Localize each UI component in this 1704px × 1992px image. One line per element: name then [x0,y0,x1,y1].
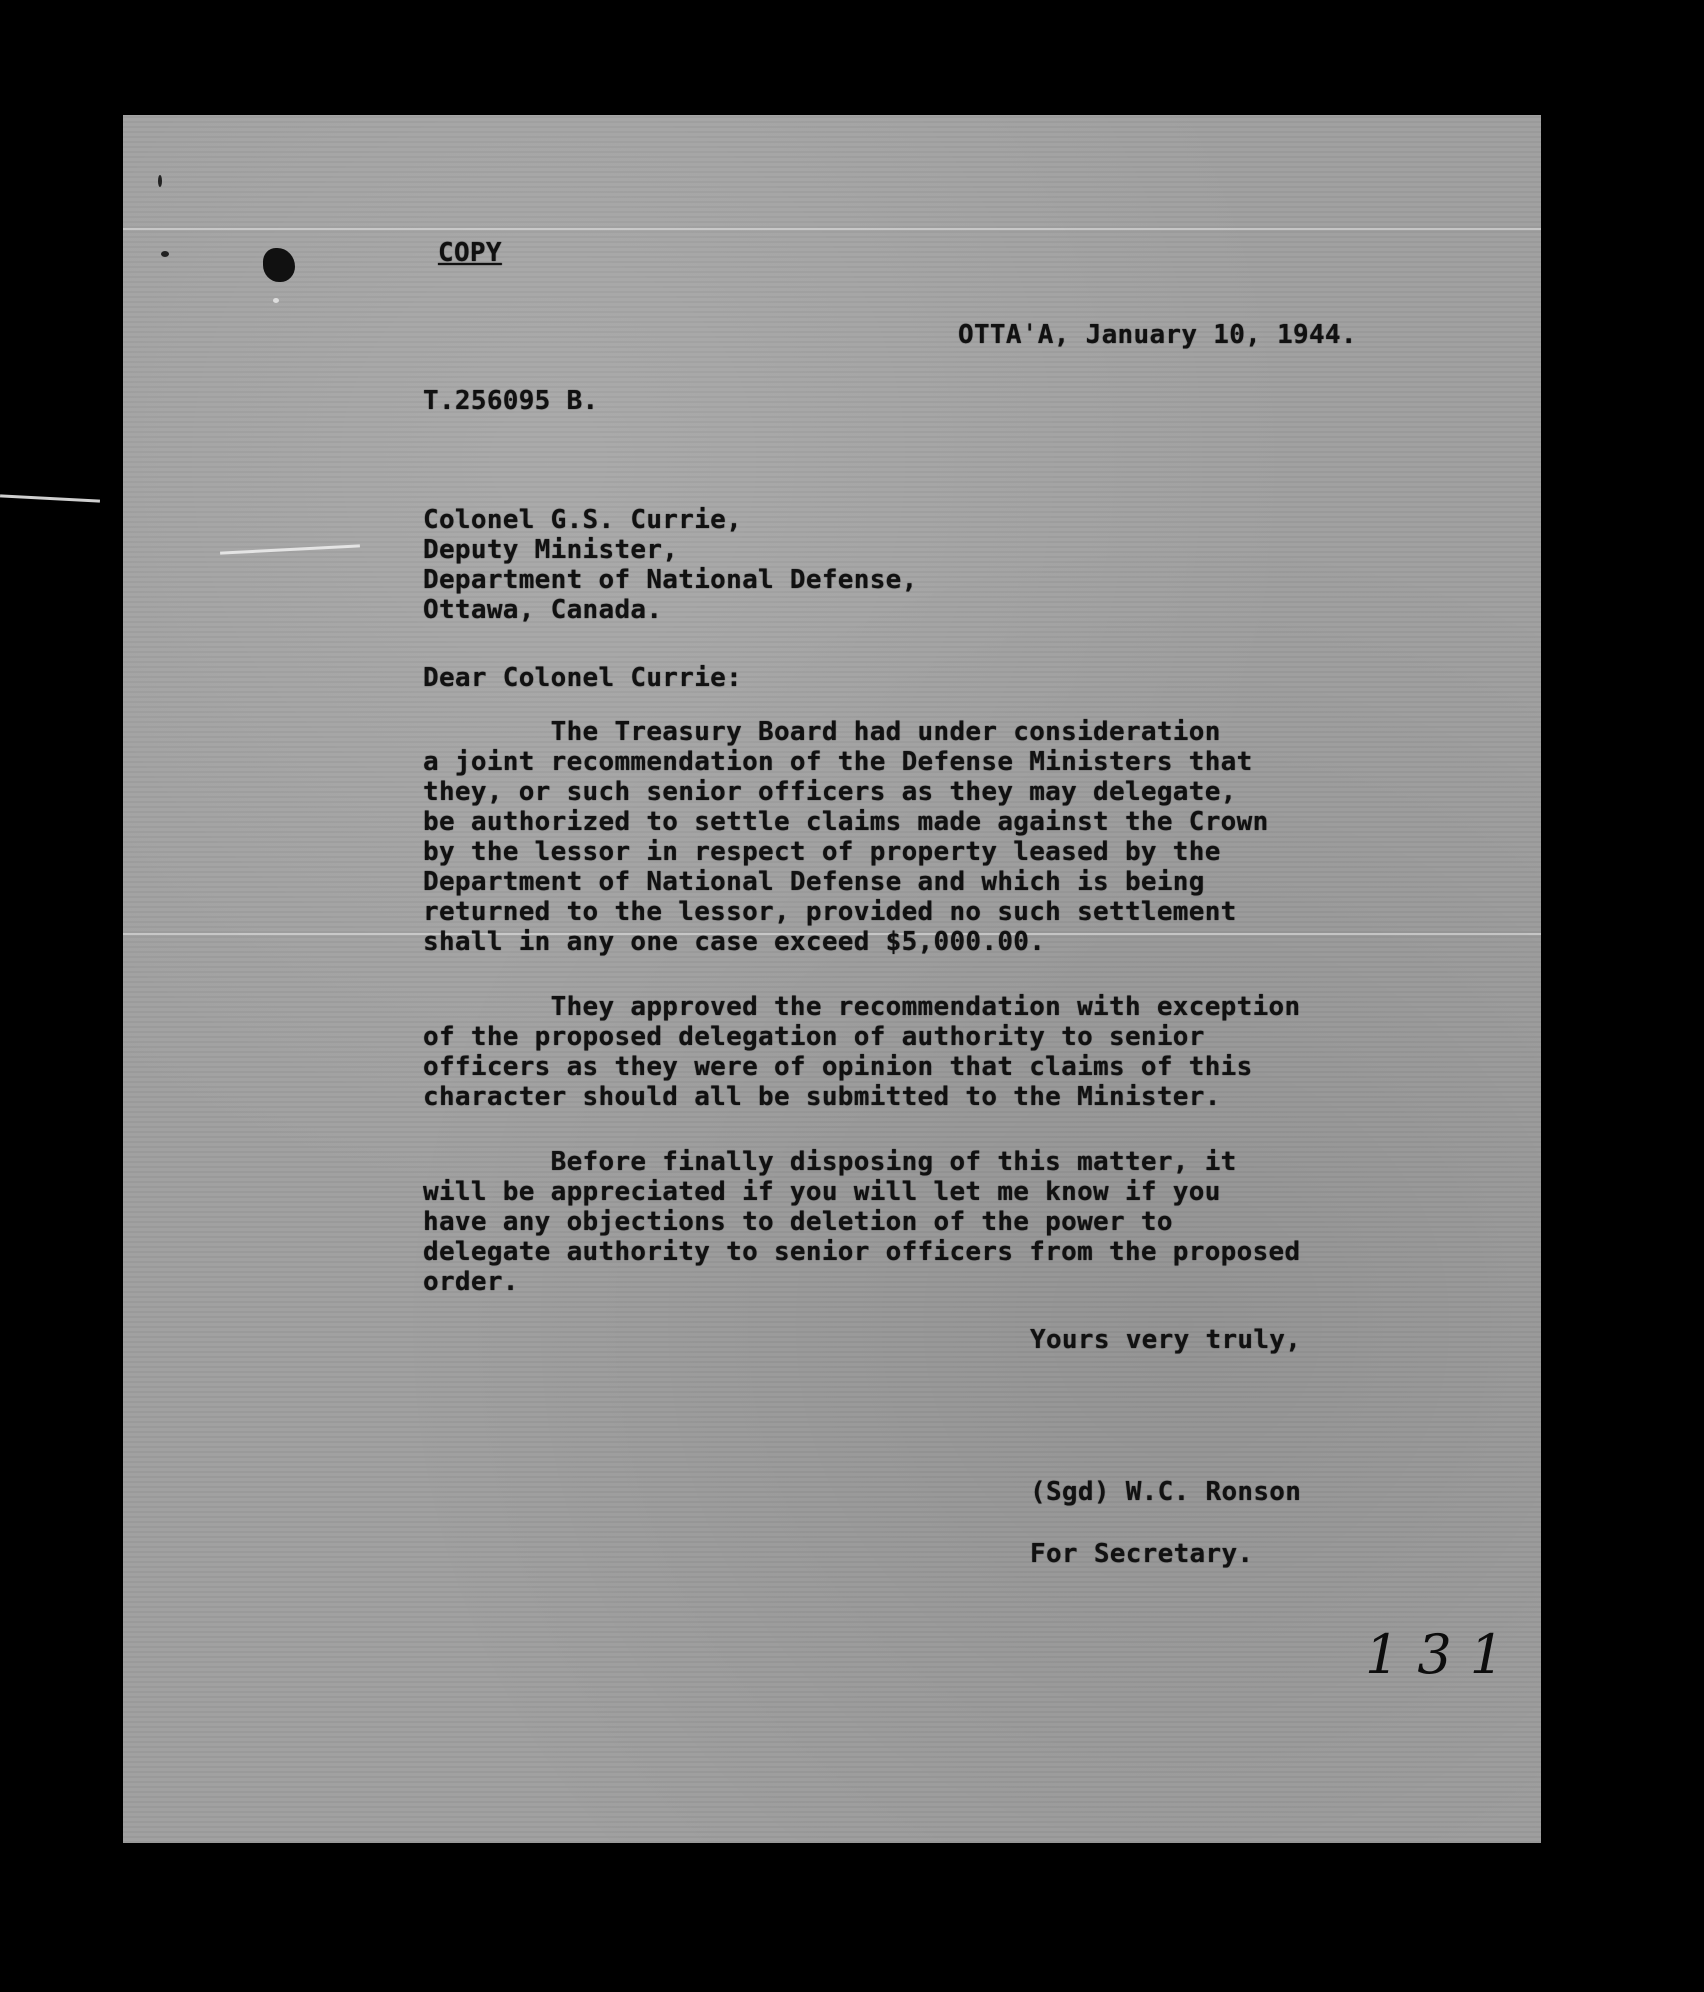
address-line: Colonel G.S. Currie, [423,505,743,535]
body-paragraph: They approved the recommendation with exception of the proposed delegation of authority to senior officers as they were of opinion that claims of this character should all be submitted to the Minister. [423,992,1301,1112]
body-paragraph: Before finally disposing of this matter, it will be appreciated if you will let me know if you have any objections to deletion of the power to delegate authority to senior officers from the proposed order. [423,1147,1301,1297]
document-sheet [123,115,1541,1843]
closing: Yours very truly, [1030,1325,1302,1355]
signature: (Sgd) W.C. Ronson [1030,1477,1302,1507]
handwritten-page-number: 131 [1365,1623,1523,1686]
copy-label: COPY [438,238,502,268]
fold-line [123,228,1541,230]
body-paragraph: The Treasury Board had under consideration a joint recommendation of the Defense Ministers that they, or such senior officers as they may delegate, be authorized to settle claims made against the Crown by the lessor in respect of property leased by the Department of National Defense and which is being returned to the lessor, provided no such settlement shall in any one case exceed $5,000.00. [423,717,1269,957]
punch-hole [263,248,295,282]
dateline: OTTAˈA, January 10, 1944. [958,320,1357,350]
salutation: Dear Colonel Currie: [423,663,743,693]
file-reference: T.256095 B. [423,386,599,416]
speck [273,298,279,303]
address-line: Ottawa, Canada. [423,595,663,625]
speck [161,251,169,257]
edge-mark [0,494,100,502]
speck [158,175,162,187]
signature-title: For Secretary. [1030,1539,1254,1569]
address-line: Department of National Defense, [423,565,918,595]
address-line: Deputy Minister, [423,535,679,565]
